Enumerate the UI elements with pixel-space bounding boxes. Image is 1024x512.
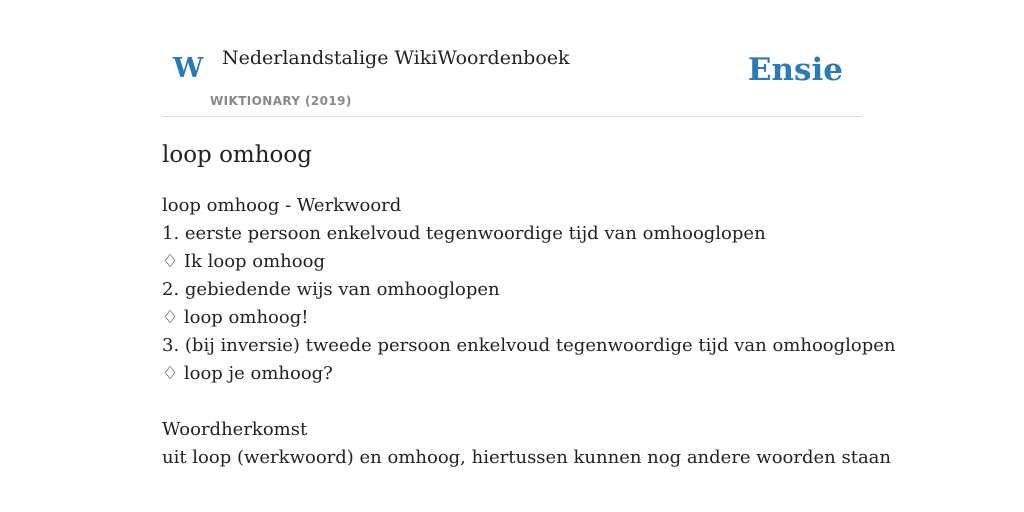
dictionary-source: WIKTIONARY (2019) bbox=[210, 94, 352, 108]
example-3: ♢ loop je omhoog? bbox=[162, 363, 333, 384]
definition-2: 2. gebiedende wijs van omhooglopen bbox=[162, 279, 500, 300]
dictionary-title[interactable]: Nederlandstalige WikiWoordenboek bbox=[222, 47, 570, 69]
example-2: ♢ loop omhoog! bbox=[162, 307, 309, 328]
etymology-heading: Woordherkomst bbox=[162, 419, 308, 440]
site-header bbox=[162, 0, 862, 117]
entry-heading: loop omhoog - Werkwoord bbox=[162, 195, 402, 216]
definition-1: 1. eerste persoon enkelvoud tegenwoordige tijd van omhooglopen bbox=[162, 223, 766, 244]
entry-body bbox=[162, 192, 896, 472]
ensie-logo[interactable]: Ensie bbox=[747, 52, 843, 88]
example-1: ♢ Ik loop omhoog bbox=[162, 251, 325, 272]
etymology-text: uit loop (werkwoord) en omhoog, hiertussen kunnen nog andere woorden staan bbox=[162, 447, 892, 468]
definition-3: 3. (bij inversie) tweede persoon enkelvoud tegenwoordige tijd van omhooglopen bbox=[162, 335, 896, 356]
wiktionary-logo-icon[interactable]: W bbox=[173, 53, 204, 84]
page-title: loop omhoog bbox=[162, 142, 312, 168]
section-spacer bbox=[162, 388, 862, 416]
